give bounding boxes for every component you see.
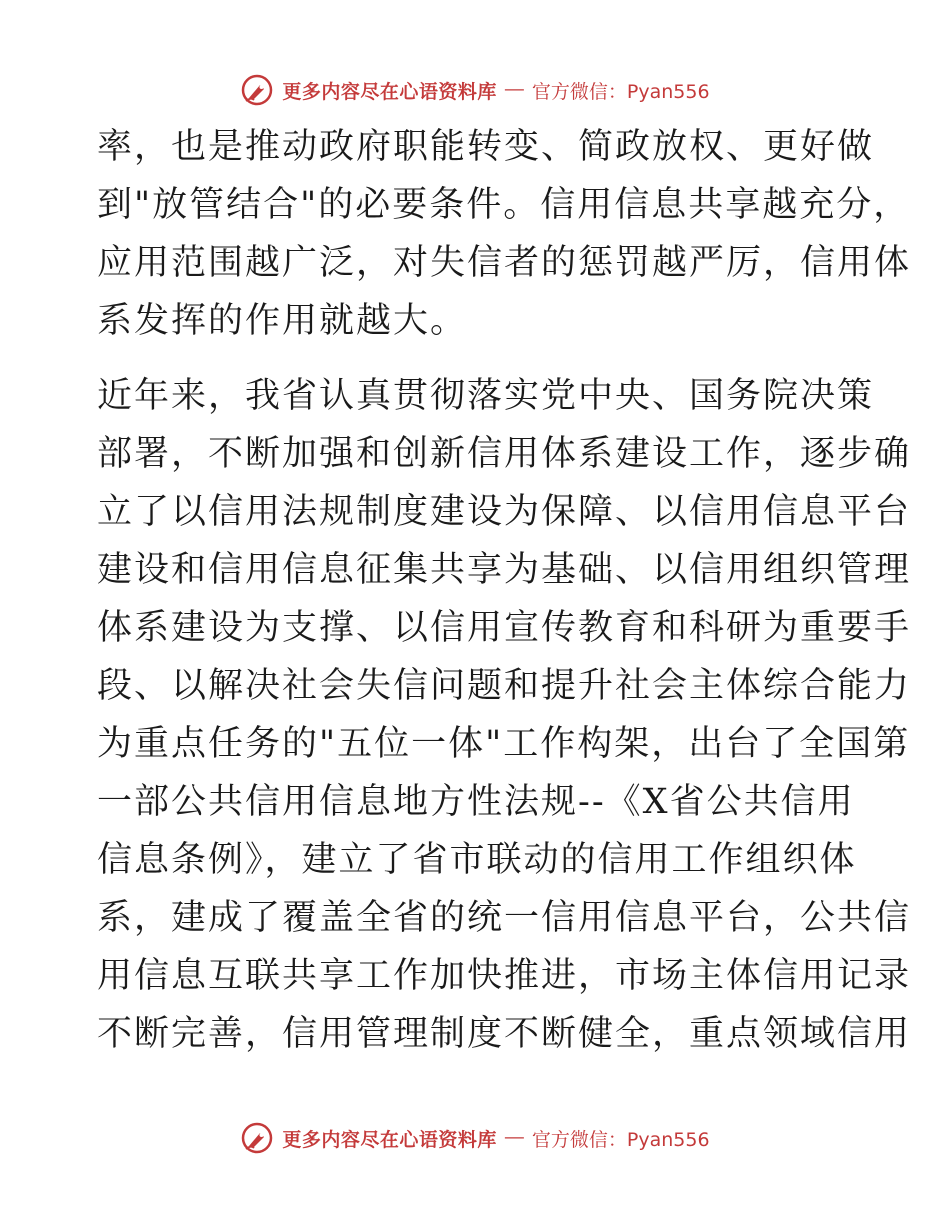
pen-nib-logo-icon xyxy=(240,1121,274,1155)
text-line: 到"放管结合"的必要条件。信用信息共享越充分， xyxy=(97,185,911,225)
text-line: 建设和信用信息征集共享为基础、以信用组织管理 xyxy=(97,550,912,590)
text-line: 部署，不断加强和创新信用体系建设工作，逐步确 xyxy=(97,434,912,474)
text-line: 应用范围越广泛，对失信者的惩罚越严厉，信用体 xyxy=(97,243,912,283)
paragraph xyxy=(97,367,912,1063)
watermark-contact-text: 官方微信：Pyan556 xyxy=(531,80,710,103)
text-line: 近年来，我省认真贯彻落实党中央、国务院决策 xyxy=(97,376,875,416)
text-line: 用信息互联共享工作加快推进，市场主体信用记录 xyxy=(97,956,912,996)
text-line: 系发挥的作用就越大。 xyxy=(97,301,468,341)
text-line: 率，也是推动政府职能转变、简政放权、更好做 xyxy=(97,127,875,167)
watermark-site-text: 更多内容尽在心语资料库 xyxy=(282,80,497,103)
text-line: 一部公共信用信息地方性法规--《X省公共信用 xyxy=(97,782,855,822)
watermark-site-text: 更多内容尽在心语资料库 xyxy=(282,1128,497,1151)
text-line: 段、以解决社会失信问题和提升社会主体综合能力 xyxy=(97,666,912,706)
footer-watermark xyxy=(0,1118,950,1158)
paragraph-gap xyxy=(97,350,857,367)
text-line: 体系建设为支撑、以信用宣传教育和科研为重要手 xyxy=(97,608,912,648)
text-line: 为重点任务的"五位一体"工作构架，出台了全国第 xyxy=(97,724,911,764)
document-body xyxy=(97,118,912,1063)
header-watermark xyxy=(0,70,950,110)
text-line: 信息条例》，建立了省市联动的信用工作组织体 xyxy=(97,840,857,880)
text-line: 系，建成了覆盖全省的统一信用信息平台，公共信 xyxy=(97,898,912,938)
watermark-separator: — xyxy=(504,1127,524,1148)
watermark-separator: — xyxy=(504,79,524,100)
pen-nib-logo-icon xyxy=(240,73,274,107)
watermark-contact-text: 官方微信：Pyan556 xyxy=(531,1128,710,1151)
paragraph xyxy=(97,118,912,350)
text-line: 立了以信用法规制度建设为保障、以信用信息平台 xyxy=(97,492,912,532)
text-line: 不断完善，信用管理制度不断健全，重点领域信用 xyxy=(97,1014,912,1054)
